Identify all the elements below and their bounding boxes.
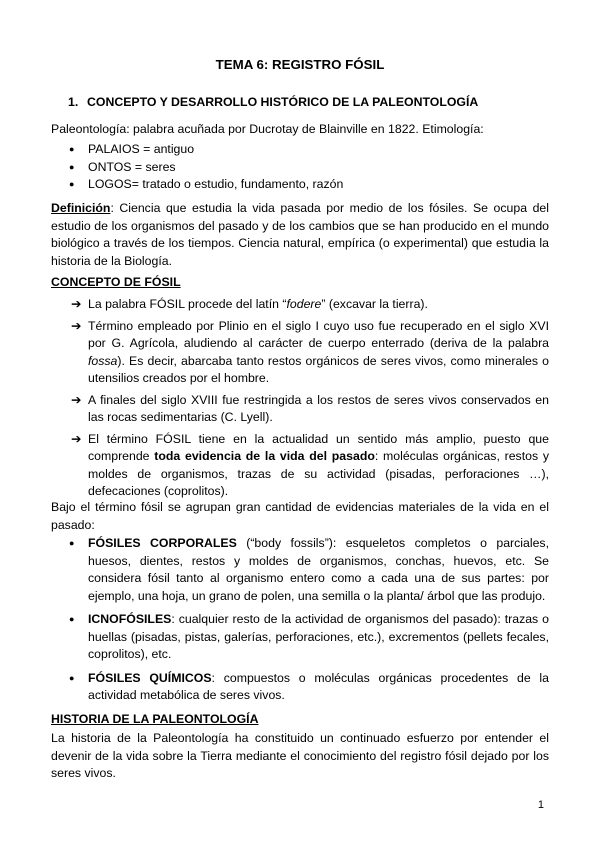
concepto-heading: CONCEPTO DE FÓSIL (51, 275, 181, 289)
bullet-icon: ● (69, 144, 75, 154)
arrow-icon: ➔ (71, 431, 82, 446)
bajo-paragraph: Bajo el término fósil se agrupan gran cantidad de evidencias materiales de la vida en el pasado: (51, 500, 549, 532)
historia-heading: HISTORIA DE LA PALEONTOLOGÍA (51, 712, 259, 726)
list-item: ➔ La palabra FÓSIL procede del latín “fodere” (excavar la tierra). (51, 296, 549, 314)
list-item: ➔ A finales del siglo XVIII fue restringida a los restos de seres vivos conservados en las rocas sedimentarias (C. Lyell). (71, 392, 549, 424)
bullet-icon: ● (69, 672, 75, 683)
list-item: ● ONTOS = seres (51, 159, 549, 177)
section-heading (68, 94, 478, 112)
section-number: 1. (68, 95, 79, 109)
list-item: ● FÓSILES QUÍMICOS: compuestos o moléculas orgánicas procedentes de la actividad metabólica de seres vivos. (69, 670, 549, 702)
list-item: ➔ Término empleado por Plinio en el siglo I cuyo uso fue recuperado en el siglo XVI por G. Agrícola, aludiendo al carácter de cuerpo enterrado (deriva de la palabra fossa). Es decir, abarcaba tanto restos orgánicos de seres vivos, como minerales o utensilios creados por el hombre. (71, 318, 549, 385)
historia-paragraph: La historia de la Paleontología ha constituido un continuado esfuerzo por entender el devenir de la vida sobre la Tierra mediante el conocimiento del registro fósil dejado por los seres vivos. (51, 731, 549, 780)
list-item: ● PALAIOS = antiguo (51, 141, 549, 159)
arrow-icon: ➔ (71, 392, 82, 407)
arrow-icon: ➔ (71, 297, 82, 311)
bullet-icon: ● (69, 538, 75, 548)
bullet-icon: ● (69, 161, 75, 172)
fossil-types-list (51, 535, 549, 711)
page-number: 1 (537, 799, 544, 811)
list-item: ● LOGOS= tratado o estudio, fundamento, razón (51, 176, 549, 194)
document-title: TEMA 6: REGISTRO FÓSIL (215, 57, 385, 72)
bullet-icon: ● (69, 179, 75, 189)
list-item: ➔ El término FÓSIL tiene en la actualidad un sentido más amplio, puesto que comprende toda evidencia de la vida del pasado: moléculas orgánicas, restos y moldes de organismos, trazas de su actividad (pisadas, perforaciones …), defecaciones (coprolitos). (71, 431, 550, 498)
section-heading-text: CONCEPTO Y DESARROLLO HISTÓRICO DE LA PALEONTOLOGÍA (87, 95, 479, 109)
definition-text: : Ciencia que estudia la vida pasada por medio de los fósiles. Se ocupa del estudio de los organismos del pasado y de los cambios que se han producido en el mundo biológico a través de los tiempos. Ciencia natural, empírica (o experimental) que estudia la historia de la Biología. (51, 201, 549, 268)
bullet-icon: ● (69, 614, 75, 624)
definition-paragraph (51, 200, 549, 270)
etymology-list (51, 141, 549, 194)
arrow-icon: ➔ (71, 318, 82, 333)
list-item: ● ICNOFÓSILES: cualquier resto de la actividad de organismos del pasado): trazas o huellas (pisadas, pistas, galerías, perforaciones, etc.), excrementos (pellets fecales, coprolitos), etc. (69, 612, 549, 661)
etymology-intro: Paleontología: palabra acuñada por Ducrotay de Blainville en 1822. Etimología: (51, 122, 484, 136)
definition-label: Definición (51, 201, 111, 215)
list-item: ● FÓSILES CORPORALES (“body fossils”): esqueletos completos o parciales, huesos, dientes, restos y moldes de organismos, conchas, huevos, etc. Se considera fósil tanto al organismo entero como a cada una de sus partes: por ejemplo, una hoja, un grano de polen, una semilla o la planta/ árbol que las produjo. (69, 536, 549, 603)
concepto-list (51, 296, 549, 505)
